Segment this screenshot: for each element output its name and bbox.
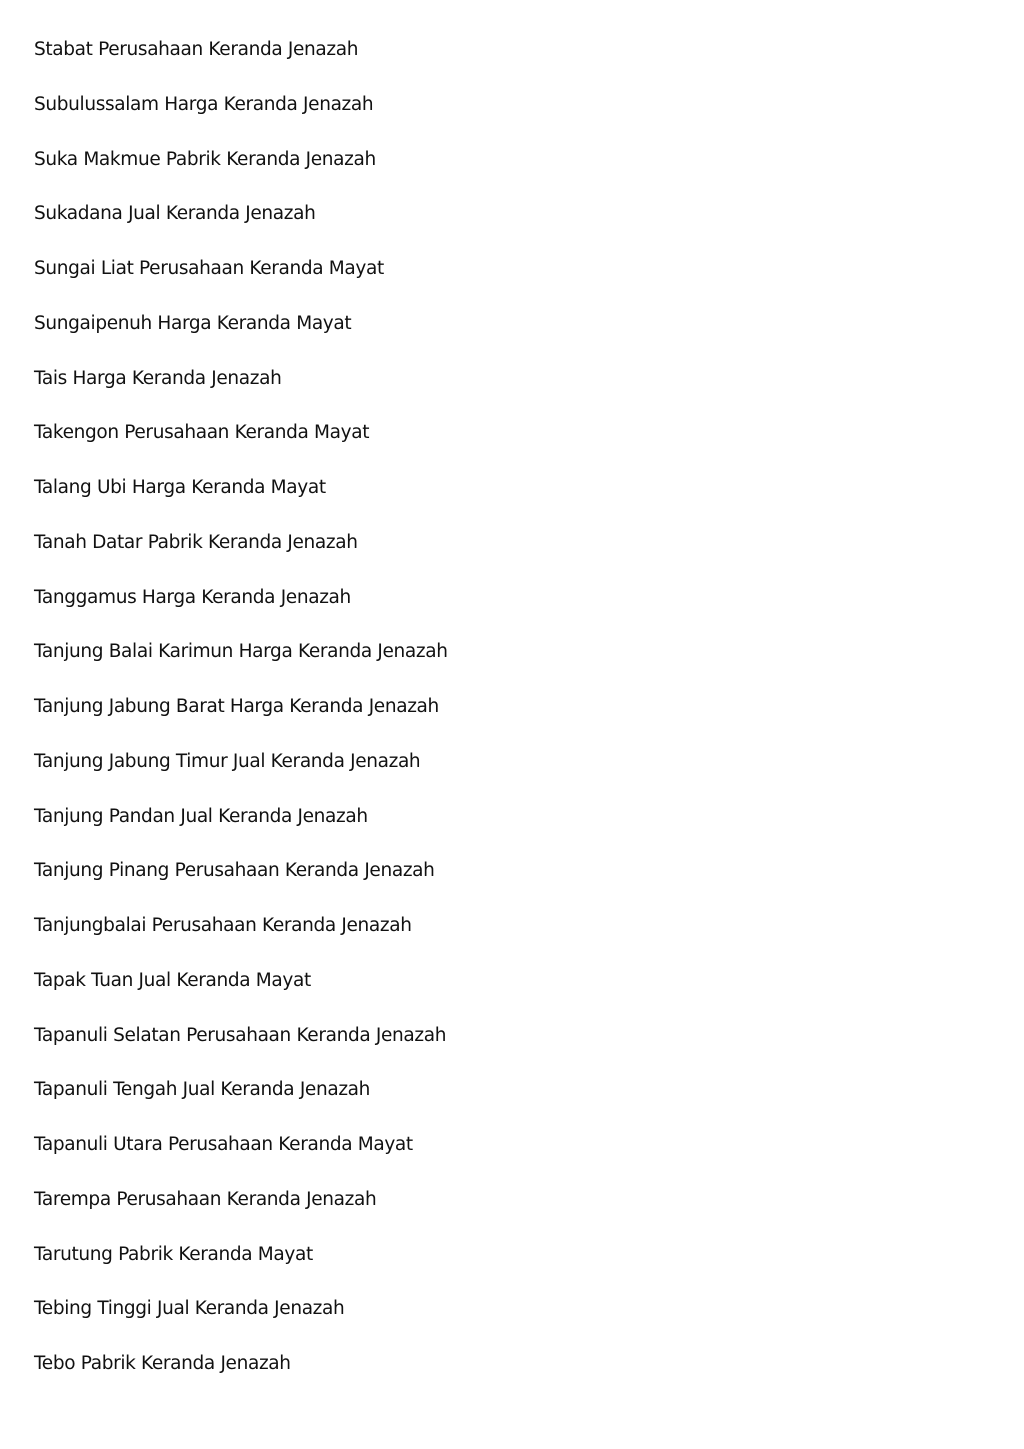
document-line: Sungaipenuh Harga Keranda Mayat xyxy=(34,312,352,334)
document-line: Sungai Liat Perusahaan Keranda Mayat xyxy=(34,258,384,279)
document-line: Tebing Tinggi Jual Keranda Jenazah xyxy=(34,1298,345,1320)
document-line: Tanjung Jabung Timur Jual Keranda Jenazah xyxy=(34,750,421,772)
document-text-list xyxy=(34,36,994,1405)
document-line: Sukadana Jual Keranda Jenazah xyxy=(34,203,316,225)
document-line: Tapanuli Selatan Perusahaan Keranda Jenazah xyxy=(34,1024,447,1046)
document-line: Tapanuli Utara Perusahaan Keranda Mayat xyxy=(34,1134,413,1155)
document-line: Tapanuli Tengah Jual Keranda Jenazah xyxy=(34,1079,371,1101)
document-line: Tanjung Pandan Jual Keranda Jenazah xyxy=(34,805,368,827)
document-line: Tapak Tuan Jual Keranda Mayat xyxy=(34,969,311,991)
document-line: Tanjung Balai Karimun Harga Keranda Jenazah xyxy=(34,641,448,663)
document-line: Tanjung Jabung Barat Harga Keranda Jenazah xyxy=(34,696,439,717)
document-line: Tarutung Pabrik Keranda Mayat xyxy=(34,1243,313,1265)
document-line: Tanjungbalai Perusahaan Keranda Jenazah xyxy=(34,915,412,936)
document-line: Stabat Perusahaan Keranda Jenazah xyxy=(34,39,359,60)
document-line: Tanjung Pinang Perusahaan Keranda Jenazah xyxy=(34,860,435,882)
document-line: Tais Harga Keranda Jenazah xyxy=(34,367,282,389)
document-line: Takengon Perusahaan Keranda Mayat xyxy=(34,422,370,444)
document-line: Subulussalam Harga Keranda Jenazah xyxy=(34,93,374,115)
document-line: Tebo Pabrik Keranda Jenazah xyxy=(34,1353,291,1374)
document-line: Suka Makmue Pabrik Keranda Jenazah xyxy=(34,148,376,170)
document-line: Tarempa Perusahaan Keranda Jenazah xyxy=(34,1188,377,1210)
document-line: Talang Ubi Harga Keranda Mayat xyxy=(34,477,326,498)
document-line: Tanah Datar Pabrik Keranda Jenazah xyxy=(34,531,358,553)
document-line: Tanggamus Harga Keranda Jenazah xyxy=(34,586,351,608)
